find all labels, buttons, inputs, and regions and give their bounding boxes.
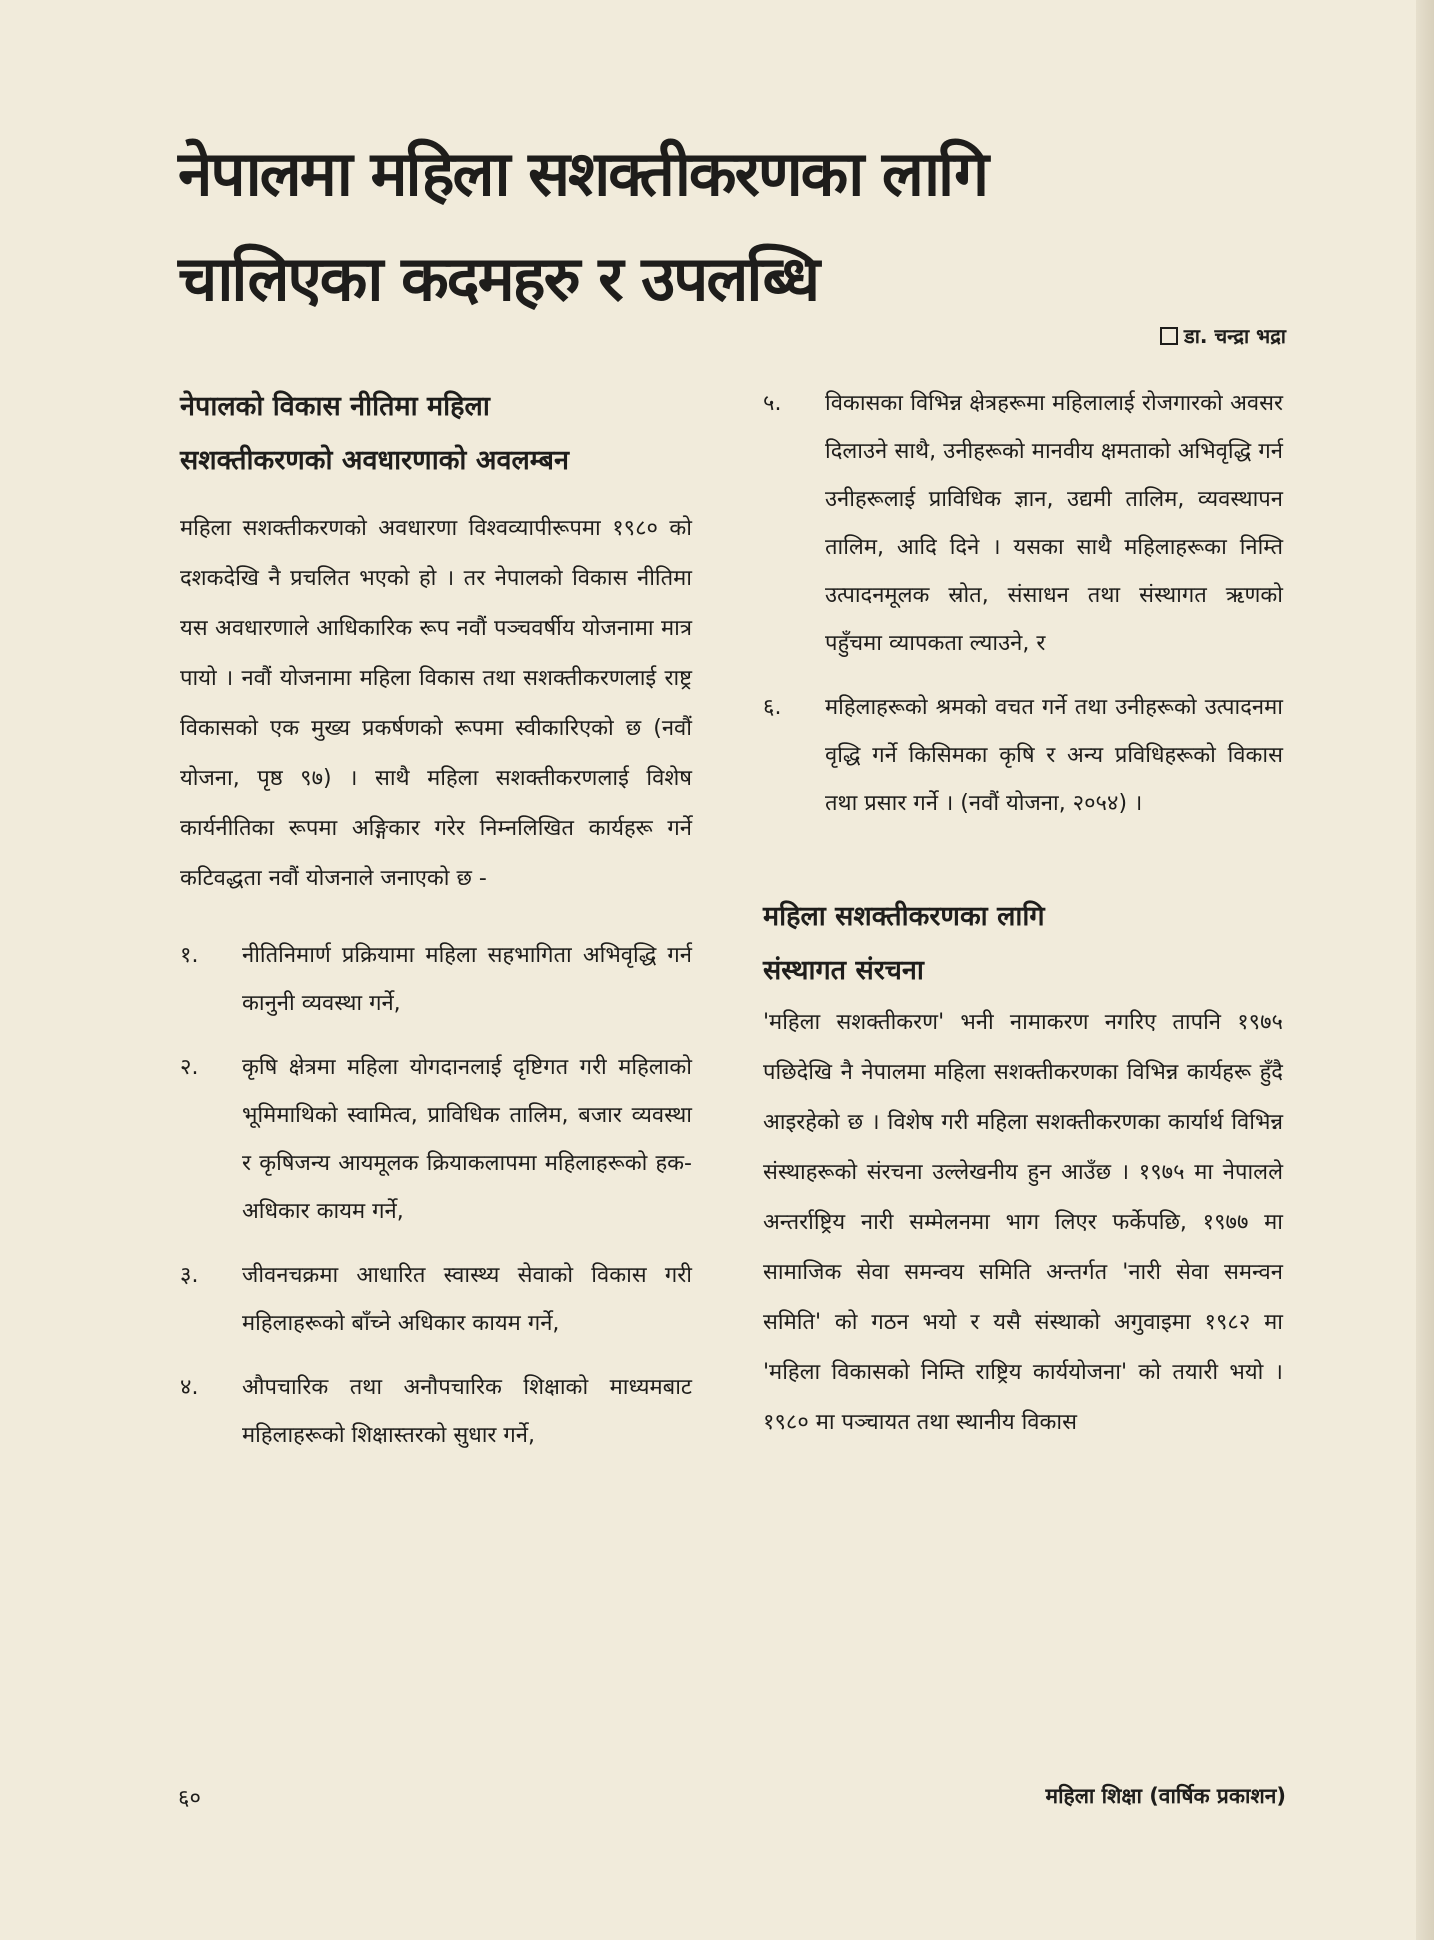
right-column: [763, 380, 1283, 1448]
list-item-text: जीवनचक्रमा आधारित स्वास्थ्य सेवाको विकास गरी महिलाहरूको बाँच्ने अधिकार कायम गर्ने,: [242, 1263, 692, 1336]
list-item-text: विकासका विभिन्न क्षेत्रहरूमा महिलालाई रोजगारको अवसर दिलाउने साथै, उनीहरूको मानवीय क्षमताको अभिवृद्धि गर्न उनीहरूलाई प्राविधिक ज्ञान, उद्यमी तालिम, व्यवस्थापन तालिम, आदि दिने । यसका साथै महिलाहरूका निम्ति उत्पादनमूलक स्रोत, संसाधन तथा संस्थागत ऋणको पहुँचमा व्यापकता ल्याउने, र: [825, 391, 1283, 656]
list-item: [763, 684, 1283, 828]
section-heading-2-line-2: संस्थागत संरचना: [763, 955, 924, 986]
list-item-text: महिलाहरूको श्रमको वचत गर्ने तथा उनीहरूको उत्पादनमा वृद्धि गर्ने किसिमका कृषि र अन्य प्रविधिहरूको विकास तथा प्रसार गर्ने । (नवौं योजना, २०५४) ।: [825, 695, 1283, 816]
article-title-line-1: नेपालमा महिला सशक्तीकरणका लागि: [178, 137, 987, 210]
list-item-number: ६.: [763, 695, 782, 720]
intro-paragraph: महिला सशक्तीकरणको अवधारणा विश्वव्यापीरूपमा १९८० को दशकदेखि नै प्रचलित भएको हो । तर नेपालको विकास नीतिमा यस अवधारणाले आधिकारिक रूप नवौं पञ्चवर्षीय योजनामा मात्र पायो । नवौं योजनामा महिला विकास तथा सशक्तीकरणलाई राष्ट्र विकासको एक मुख्य प्रकर्षणको रूपमा स्वीकारिएको छ (नवौं योजना, पृष्ठ ९७) । साथै महिला सशक्तीकरणलाई विशेष कार्यनीतिका रूपमा अङ्गिकार गरेर निम्नलिखित कार्यहरू गर्ने कटिवद्धता नवौं योजनाले जनाएको छ -: [180, 516, 692, 891]
article-title-line-2: चालिएका कदमहरु र उपलब्धि: [178, 242, 819, 315]
square-bullet-icon: [1160, 327, 1178, 345]
section-heading-1-line-2: सशक्तीकरणको अवधारणाको अवलम्बन: [180, 445, 569, 476]
list-item: [180, 932, 692, 1028]
list-item: [180, 1252, 692, 1348]
author-byline: [1160, 322, 1286, 349]
list-item-number: १.: [180, 943, 199, 968]
list-item-text: औपचारिक तथा अनौपचारिक शिक्षाको माध्यमबाट महिलाहरूको शिक्षास्तरको सुधार गर्ने,: [242, 1375, 692, 1448]
page-number: ६०: [178, 1786, 201, 1811]
section-heading-2-line-1: महिला सशक्तीकरणका लागि: [763, 901, 1045, 932]
list-item-text: नीतिनिमार्ण प्रक्रियामा महिला सहभागिता अभिवृद्धि गर्न कानुनी व्यवस्था गर्ने,: [242, 943, 692, 1016]
left-column: [180, 380, 692, 1460]
publication-name: महिला शिक्षा (वार्षिक प्रकाशन): [1045, 1784, 1286, 1808]
list-item-number: ४.: [180, 1375, 199, 1400]
institutional-structure-paragraph: 'महिला सशक्तीकरण' भनी नामाकरण नगरिए तापनि १९७५ पछिदेखि नै नेपालमा महिला सशक्तीकरणका विभिन्न कार्यहरू हुँदै आइरहेको छ । विशेष गरी महिला सशक्तीकरणका कार्यार्थ विभिन्न संस्थाहरूको संरचना उल्लेखनीय हुन आउँछ । १९७५ मा नेपालले अन्तर्राष्ट्रिय नारी सम्मेलनमा भाग लिएर फर्केपछि, १९७७ मा सामाजिक सेवा समन्वय समिति अन्तर्गत 'नारी सेवा समन्वन समिति' को गठन भयो र यसै संस्थाको अगुवाइमा १९८२ मा 'महिला विकासको निम्ति राष्ट्रिय कार्ययोजना' को तयारी भयो । १९८० मा पञ्चायत तथा स्थानीय विकास: [763, 1010, 1283, 1435]
list-item: [180, 1044, 692, 1236]
author-name: डा. चन्द्रा भद्रा: [1184, 324, 1286, 348]
list-item: [180, 1364, 692, 1460]
measures-list-left: [180, 932, 692, 1460]
list-item-number: ३.: [180, 1263, 199, 1288]
section-heading-1-line-1: नेपालको विकास नीतिमा महिला: [180, 391, 490, 422]
measures-list-right: [763, 380, 1283, 828]
list-item-text: कृषि क्षेत्रमा महिला योगदानलाई दृष्टिगत गरी महिलाको भूमिमाथिको स्वामित्व, प्राविधिक तालिम, बजार व्यवस्था र कृषिजन्य आयमूलक क्रियाकलापमा महिलाहरूको हक-अधिकार कायम गर्ने,: [242, 1055, 692, 1224]
list-item-number: २.: [180, 1055, 199, 1080]
page-edge: [1416, 0, 1434, 1940]
list-item: [763, 380, 1283, 668]
list-item-number: ५.: [763, 391, 782, 416]
